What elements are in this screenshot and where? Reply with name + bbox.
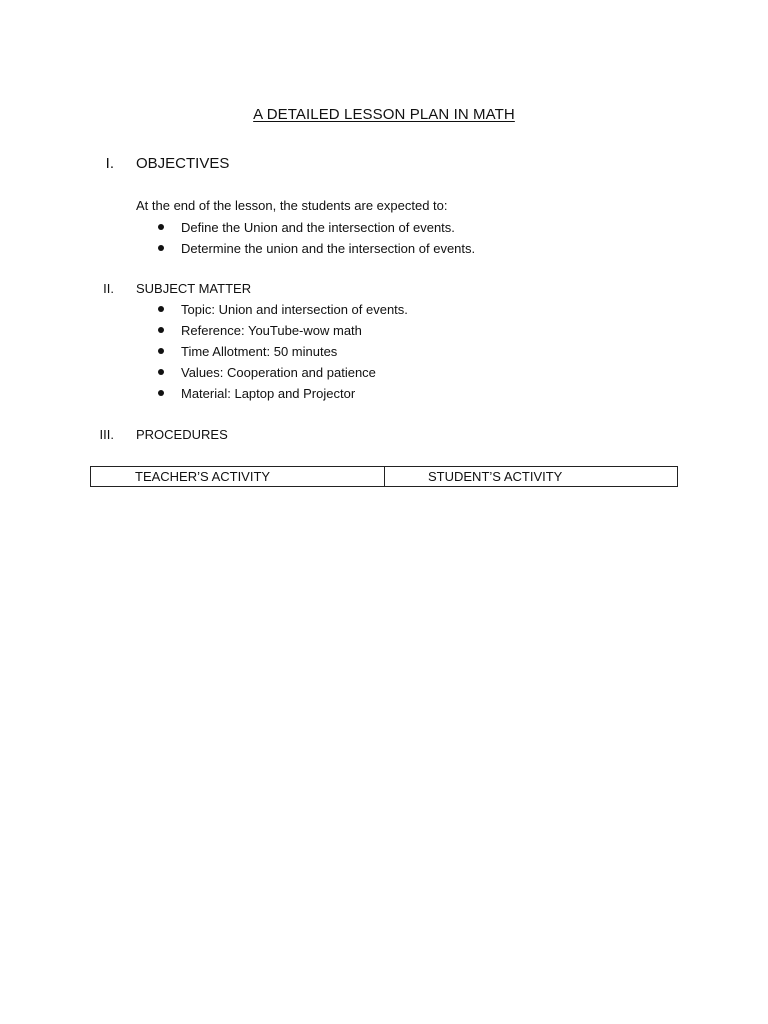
procedures-table: [90, 466, 678, 487]
bullet-icon: [158, 245, 164, 251]
table-header-teacher-activity: TEACHER’S ACTIVITY: [91, 467, 385, 487]
list-item: [136, 341, 408, 362]
list-item: [136, 362, 408, 383]
section-heading-objectives: OBJECTIVES: [136, 155, 230, 172]
list-item: [136, 238, 475, 259]
list-item: [136, 299, 408, 320]
bullet-icon: [158, 306, 164, 312]
list-item-text: Values: Cooperation and patience: [181, 365, 376, 380]
bullet-icon: [158, 390, 164, 396]
bullet-icon: [158, 224, 164, 230]
objectives-intro: At the end of the lesson, the students are expected to:: [136, 198, 448, 213]
section-heading-procedures: PROCEDURES: [136, 427, 228, 442]
section-heading-subject-matter: SUBJECT MATTER: [136, 281, 252, 296]
section-number-procedures: III.: [99, 427, 114, 442]
list-item-text: Time Allotment: 50 minutes: [181, 344, 338, 359]
bullet-icon: [158, 327, 164, 333]
bullet-icon: [158, 348, 164, 354]
list-item-text: Topic: Union and intersection of events.: [181, 302, 408, 317]
bullet-icon: [158, 369, 164, 375]
table-header-student-activity: STUDENT’S ACTIVITY: [385, 467, 678, 487]
list-item-text: Determine the union and the intersection of events.: [181, 241, 476, 256]
list-item-text: Material: Laptop and Projector: [181, 386, 356, 401]
section-number-objectives: I.: [105, 155, 114, 172]
list-item-text: Reference: YouTube-wow math: [181, 323, 362, 338]
list-item: [136, 320, 408, 341]
table-header-row: [91, 467, 678, 487]
objectives-list: [136, 217, 475, 259]
list-item: [136, 217, 475, 238]
document-title: A DETAILED LESSON PLAN IN MATH: [253, 106, 515, 123]
list-item-text: Define the Union and the intersection of events.: [181, 220, 455, 235]
subject-matter-list: [136, 299, 408, 404]
section-number-subject-matter: II.: [103, 281, 114, 296]
list-item: [136, 383, 408, 404]
